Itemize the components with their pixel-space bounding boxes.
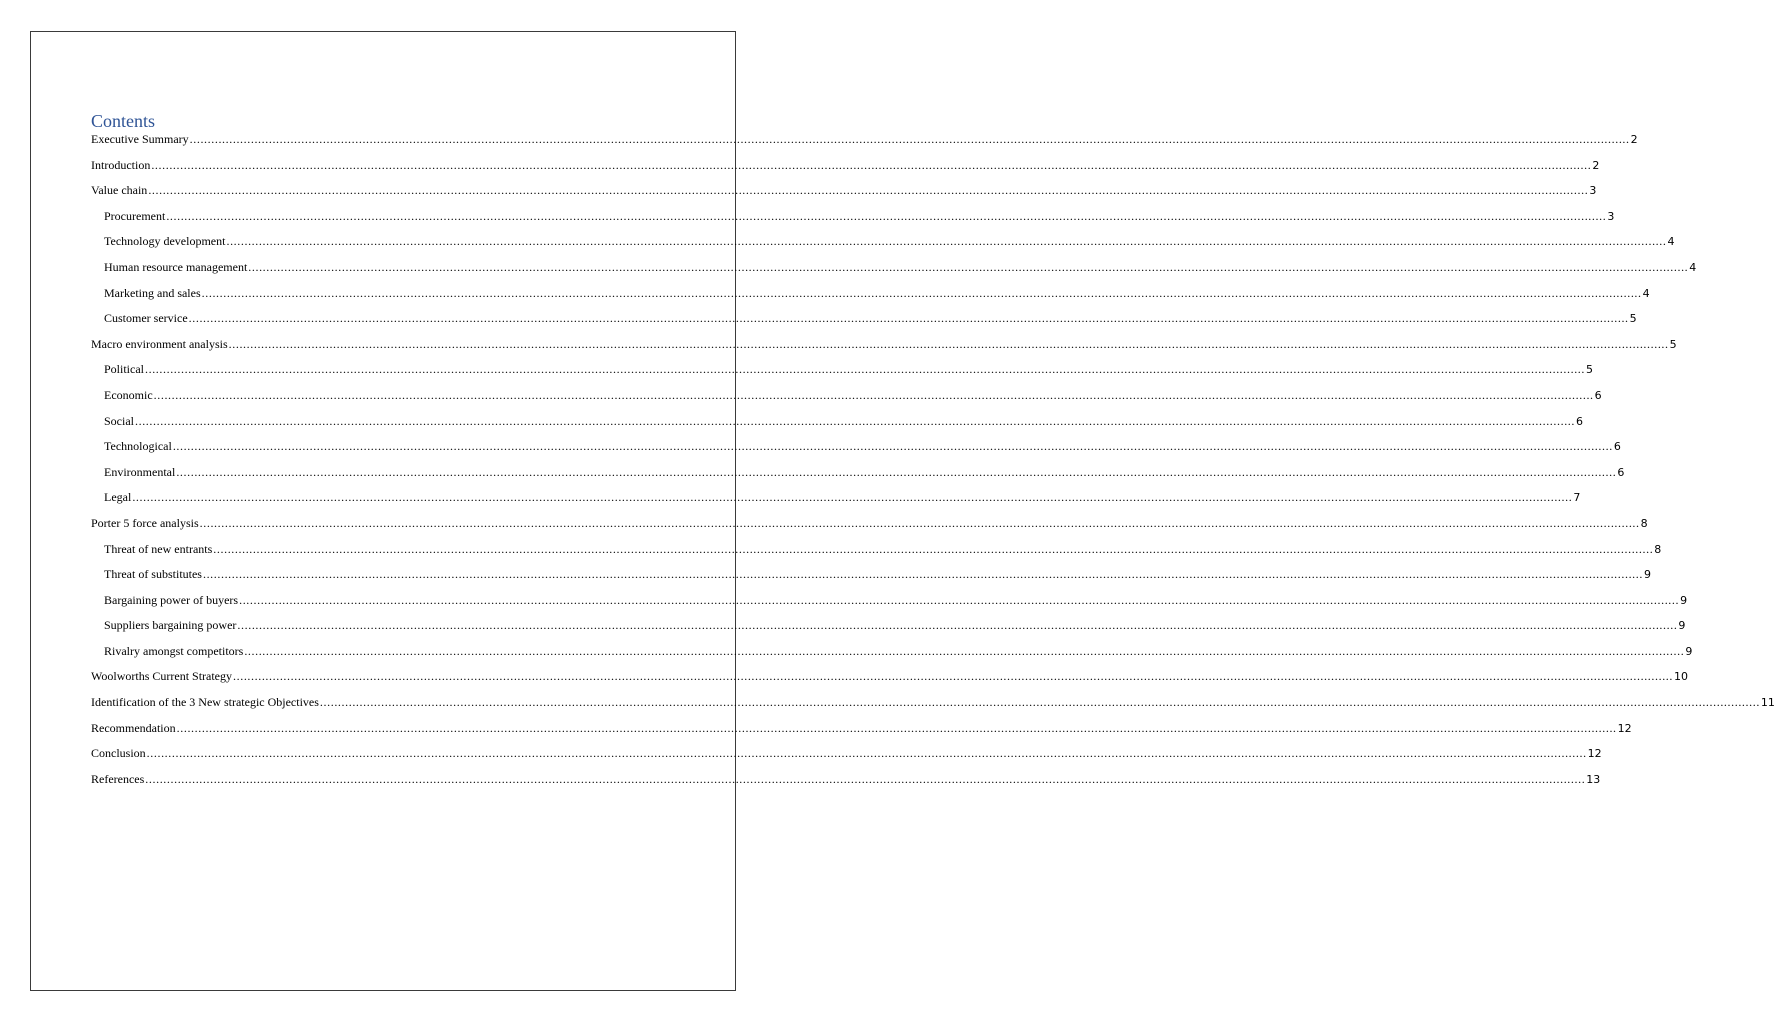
toc-entry-title[interactable]: Human resource management [104, 259, 248, 274]
toc-entry[interactable] [91, 413, 1583, 440]
toc-entry[interactable] [91, 157, 1600, 184]
toc-entry-title[interactable]: Woolworths Current Strategy [91, 669, 233, 684]
toc-entry[interactable] [91, 132, 1638, 158]
toc-entry-page-number[interactable]: 2 [1592, 158, 1600, 172]
toc-entry-page-number[interactable]: 6 [1594, 388, 1602, 402]
toc-entry-page-number[interactable]: 9 [1685, 644, 1693, 658]
toc-entry[interactable] [91, 771, 1601, 798]
toc-entry[interactable] [91, 285, 1650, 312]
table-of-contents [91, 132, 1775, 797]
toc-entry-title[interactable]: Technology development [104, 234, 226, 249]
toc-dot-leader: ................................................................................................................................................................................................................................................................................................................................................................................................................ [201, 285, 1642, 300]
toc-dot-leader: ................................................................................................................................................................................................................................................................................................................................................................................................................ [172, 439, 1613, 454]
toc-entry-page-number[interactable]: 9 [1678, 619, 1686, 633]
toc-entry-page-number[interactable]: 4 [1667, 235, 1675, 249]
toc-entry-title[interactable]: Marketing and sales [104, 285, 201, 300]
toc-dot-leader: ................................................................................................................................................................................................................................................................................................................................................................................................................ [151, 157, 1592, 172]
toc-entry[interactable] [91, 362, 1593, 388]
toc-entry-page-number[interactable]: 11 [1760, 696, 1775, 710]
toc-dot-leader: ................................................................................................................................................................................................................................................................................................................................................................................................................ [135, 413, 1575, 428]
toc-entry-page-number[interactable]: 5 [1629, 312, 1637, 326]
toc-entry-title[interactable]: Introduction [91, 157, 151, 172]
toc-heading: Contents [91, 111, 156, 131]
toc-dot-leader: ................................................................................................................................................................................................................................................................................................................................................................................................................ [237, 618, 1678, 633]
toc-entry-title[interactable]: Legal [104, 490, 132, 505]
toc-dot-leader: ................................................................................................................................................................................................................................................................................................................................................................................................................ [145, 362, 1585, 377]
toc-entry-page-number[interactable]: 4 [1642, 286, 1650, 300]
toc-entry[interactable] [91, 311, 1637, 337]
toc-entry-page-number[interactable]: 12 [1587, 747, 1602, 761]
toc-dot-leader: ................................................................................................................................................................................................................................................................................................................................................................................................................ [145, 771, 1586, 786]
toc-dot-leader: ................................................................................................................................................................................................................................................................................................................................................................................................................ [213, 541, 1654, 556]
toc-entry[interactable] [91, 746, 1602, 772]
toc-entry-title[interactable]: Porter 5 force analysis [91, 515, 199, 530]
toc-dot-leader: ................................................................................................................................................................................................................................................................................................................................................................................................................ [189, 132, 1630, 146]
toc-dot-leader: ................................................................................................................................................................................................................................................................................................................................................................................................................ [226, 234, 1667, 249]
toc-entry-title[interactable]: Value chain [91, 183, 148, 198]
toc-entry-title[interactable]: Macro environment analysis [91, 336, 228, 351]
toc-entry[interactable] [91, 541, 1662, 568]
toc-entry-page-number[interactable]: 5 [1586, 363, 1593, 377]
toc-dot-leader: ................................................................................................................................................................................................................................................................................................................................................................................................................ [199, 515, 1640, 530]
toc-entry-title[interactable]: Environmental [104, 464, 176, 479]
toc-entry-title[interactable]: Rivalry amongst competitors [104, 643, 244, 658]
toc-entry[interactable] [91, 643, 1693, 670]
toc-dot-leader: ................................................................................................................................................................................................................................................................................................................................................................................................................ [239, 592, 1680, 607]
toc-entry[interactable] [91, 439, 1621, 465]
toc-entry-page-number[interactable]: 3 [1607, 209, 1615, 223]
toc-dot-leader: ................................................................................................................................................................................................................................................................................................................................................................................................................ [132, 490, 1573, 505]
toc-dot-leader: ................................................................................................................................................................................................................................................................................................................................................................................................................ [244, 643, 1685, 658]
toc-entry[interactable] [91, 592, 1688, 619]
toc-entry-page-number[interactable]: 10 [1674, 670, 1689, 684]
toc-entry-page-number[interactable]: 8 [1640, 516, 1648, 530]
toc-entry-page-number[interactable]: 6 [1613, 440, 1621, 454]
toc-entry-page-number[interactable]: 5 [1669, 337, 1677, 351]
toc-entry-title[interactable]: Technological [104, 439, 172, 454]
toc-entry-title[interactable]: Threat of new entrants [104, 541, 213, 556]
toc-entry-title[interactable]: Threat of substitutes [104, 567, 202, 582]
toc-entry[interactable] [91, 183, 1597, 209]
toc-entry[interactable] [91, 208, 1615, 235]
toc-entry[interactable] [91, 669, 1689, 695]
toc-dot-leader: ................................................................................................................................................................................................................................................................................................................................................................................................................ [248, 259, 1689, 274]
toc-entry-title[interactable]: Conclusion [91, 746, 146, 761]
toc-entry[interactable] [91, 567, 1651, 593]
toc-entry-title[interactable]: Executive Summary [91, 132, 189, 146]
toc-entry-title[interactable]: Recommendation [91, 720, 176, 735]
toc-dot-leader: ................................................................................................................................................................................................................................................................................................................................................................................................................ [233, 669, 1674, 684]
toc-entry[interactable] [91, 464, 1625, 491]
toc-entry[interactable] [91, 720, 1632, 747]
toc-dot-leader: ................................................................................................................................................................................................................................................................................................................................................................................................................ [166, 208, 1607, 223]
toc-dot-leader: ................................................................................................................................................................................................................................................................................................................................................................................................................ [202, 567, 1643, 582]
toc-entry[interactable] [91, 336, 1677, 363]
toc-entry-page-number[interactable]: 13 [1586, 772, 1601, 786]
toc-dot-leader: ................................................................................................................................................................................................................................................................................................................................................................................................................ [228, 336, 1669, 351]
toc-entry-page-number[interactable]: 9 [1643, 568, 1651, 582]
toc-entry-title[interactable]: Political [104, 362, 144, 377]
toc-entry-title[interactable]: Bargaining power of buyers [104, 592, 239, 607]
toc-entry-page-number[interactable]: 2 [1630, 133, 1638, 146]
toc-entry[interactable] [91, 695, 1775, 721]
toc-entry-page-number[interactable]: 6 [1576, 414, 1583, 428]
toc-entry-page-number[interactable]: 3 [1589, 184, 1597, 198]
toc-entry[interactable] [91, 387, 1602, 414]
toc-entry-title[interactable]: References [91, 771, 145, 786]
toc-entry-title[interactable]: Economic [104, 387, 153, 402]
toc-dot-leader: ................................................................................................................................................................................................................................................................................................................................................................................................................ [148, 183, 1589, 198]
toc-dot-leader: ................................................................................................................................................................................................................................................................................................................................................................................................................ [176, 464, 1617, 479]
toc-dot-leader: ................................................................................................................................................................................................................................................................................................................................................................................................................ [319, 695, 1760, 710]
toc-entry-page-number[interactable]: 9 [1680, 593, 1688, 607]
toc-entry-page-number[interactable]: 4 [1689, 260, 1697, 274]
toc-entry[interactable] [91, 490, 1581, 516]
toc-entry-title[interactable]: Social [104, 413, 134, 428]
toc-entry-title[interactable]: Identification of the 3 New strategic Objectives [91, 695, 319, 710]
toc-entry[interactable] [91, 515, 1648, 542]
toc-entry-page-number[interactable]: 8 [1654, 542, 1662, 556]
toc-dot-leader: ................................................................................................................................................................................................................................................................................................................................................................................................................ [153, 387, 1594, 402]
toc-entry-title[interactable]: Procurement [104, 208, 166, 223]
toc-entry-page-number[interactable]: 7 [1573, 491, 1581, 505]
toc-dot-leader: ................................................................................................................................................................................................................................................................................................................................................................................................................ [146, 746, 1587, 761]
document-page [30, 31, 1775, 991]
toc-entry[interactable] [91, 618, 1686, 644]
toc-entry-title[interactable]: Suppliers bargaining power [104, 618, 237, 633]
toc-entry[interactable] [91, 234, 1675, 260]
toc-entry-page-number[interactable]: 12 [1617, 721, 1632, 735]
toc-dot-leader: ................................................................................................................................................................................................................................................................................................................................................................................................................ [176, 720, 1617, 735]
toc-entry-title[interactable]: Customer service [104, 311, 188, 326]
toc-entry-page-number[interactable]: 6 [1617, 465, 1625, 479]
toc-entry[interactable] [91, 259, 1697, 286]
toc-dot-leader: ................................................................................................................................................................................................................................................................................................................................................................................................................ [188, 311, 1629, 326]
